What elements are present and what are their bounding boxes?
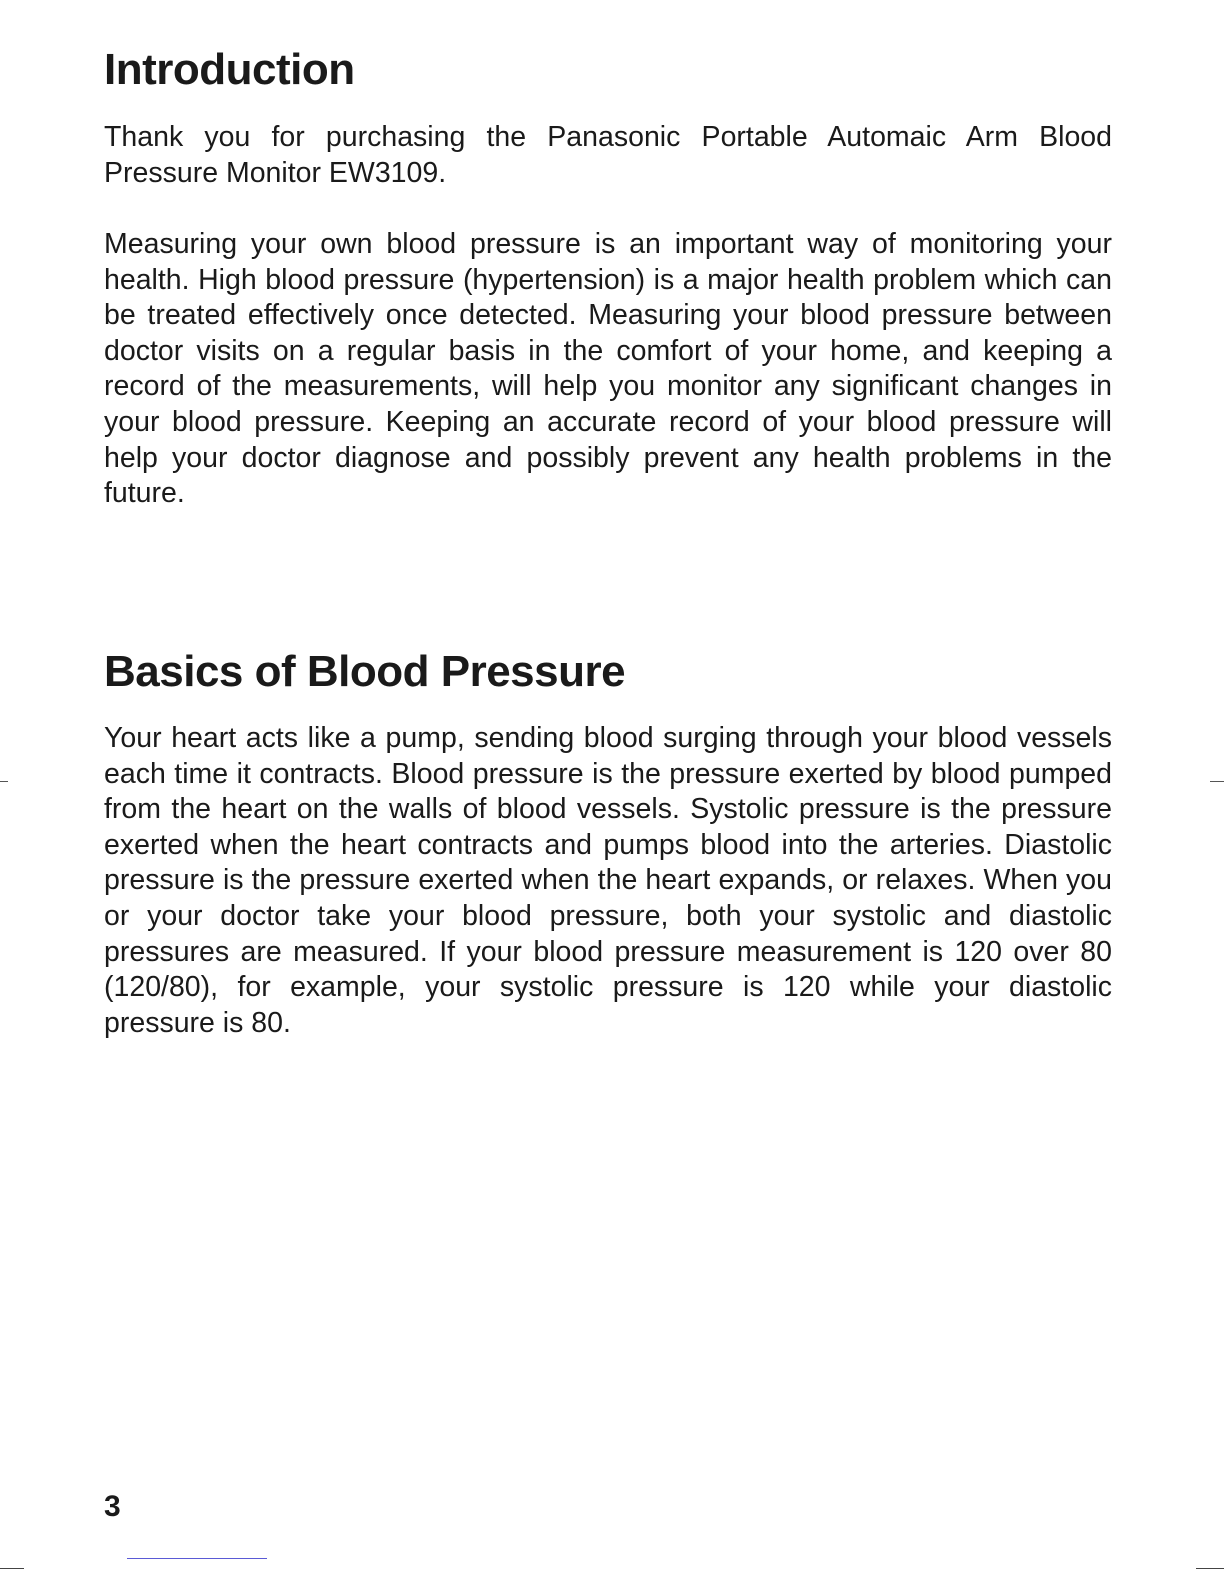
introduction-paragraph-2: Measuring your own blood pressure is an important way of monitoring your health. High blood pressure (hypertension) is a major health problem which can be treated effectively once detected. Measuring your blood pressure between doctor visits on a regular basis in the comfort of your home, and keeping a record of the measurements, will help you monitor any significant changes in your blood pressure. Keeping an accurate record of your blood pressure will help your doctor diagnose and possibly prevent any health problems in the future. bbox=[104, 228, 1112, 510]
introduction-paragraph-1: Thank you for purchasing the Panasonic Portable Automaic Arm Blood Pressure Monitor EW3109. bbox=[104, 121, 1112, 189]
bottom-edge-line-left bbox=[0, 1568, 24, 1569]
basics-paragraph-1: Your heart acts like a pump, sending blood surging through your blood vessels each time it contracts. Blood pressure is the pressure exerted by blood pumped from the heart on the walls of blood vessels. Systolic pressure is the pressure exerted when the heart contracts and pumps blood into the arteries. Diastolic pressure is the pressure exerted when the heart expands, or relaxes. When you or your doctor take your blood pressure, both your systolic and diastolic pressures are measured. If your blood pressure measurement is 120 over 80 (120/80), for example, your systolic pressure is 120 while your diastolic pressure is 80. bbox=[104, 722, 1112, 1039]
page-number: 3 bbox=[104, 1490, 121, 1523]
bottom-edge-line-right bbox=[1196, 1568, 1224, 1569]
bottom-rule bbox=[127, 1558, 267, 1559]
introduction-heading: Introduction bbox=[104, 45, 355, 94]
crop-mark-right bbox=[1210, 781, 1224, 782]
basics-heading: Basics of Blood Pressure bbox=[104, 647, 626, 696]
crop-mark-left bbox=[0, 781, 8, 782]
